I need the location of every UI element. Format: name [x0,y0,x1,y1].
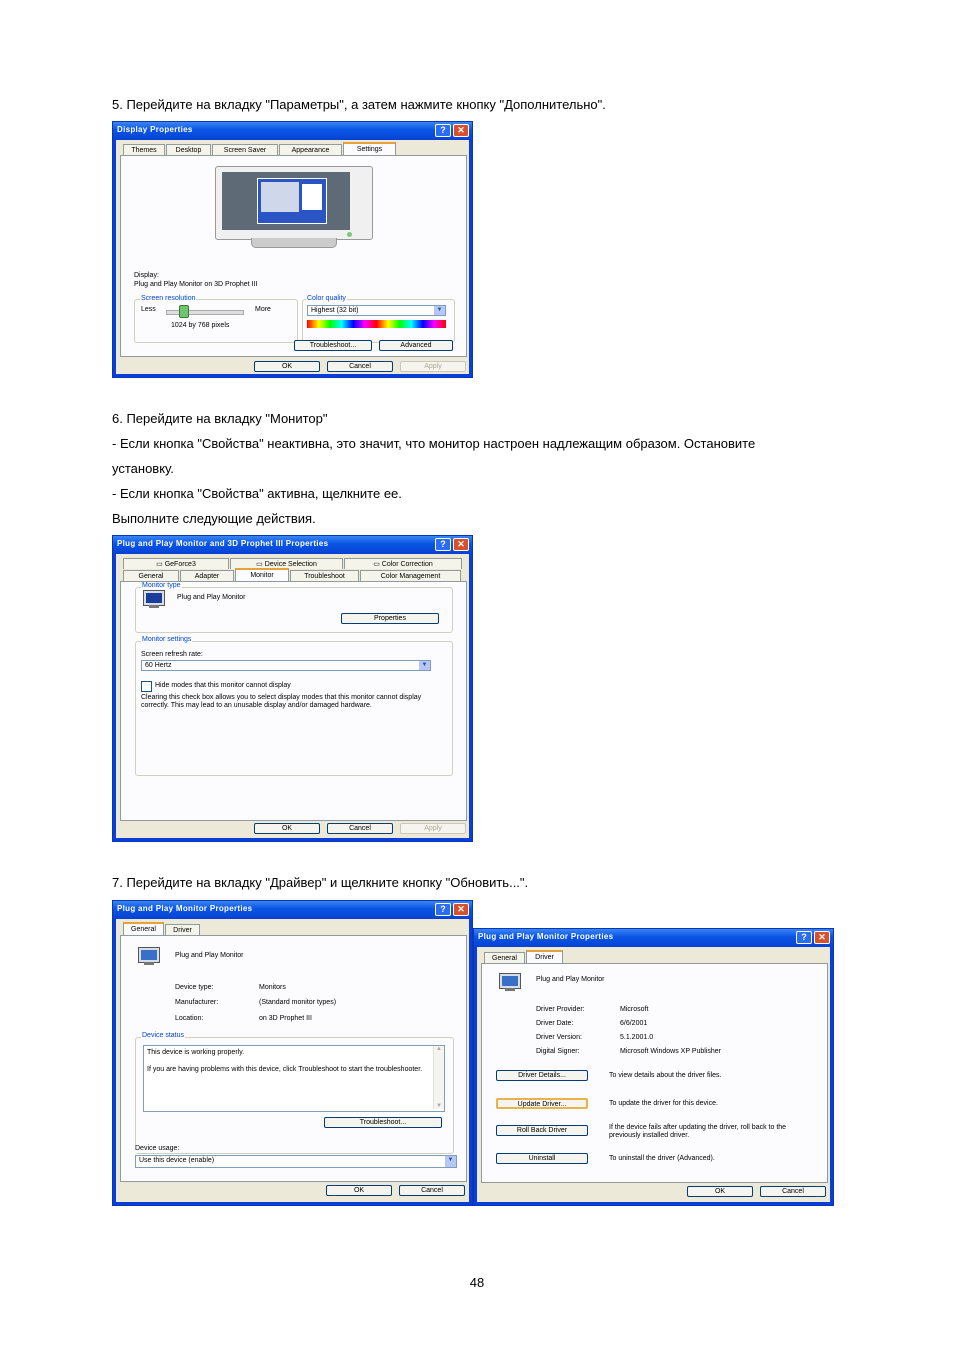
step6-line5: Выполните следующие действия. [112,511,316,526]
tab-driver[interactable]: Driver [165,924,200,935]
window-title: Plug and Play Monitor and 3D Prophet III Properties [117,539,329,548]
step6-line4: - Если кнопка "Свойства" активна, щелкните ее. [112,486,402,501]
tab-general[interactable]: General [484,952,525,963]
tab-themes[interactable]: Themes [123,144,165,155]
ok-button[interactable]: OK [687,1186,753,1197]
window-client [477,947,830,1202]
tab-color-management[interactable]: Color Management [360,570,461,581]
device-usage-value: Use this device (enable) [139,1157,215,1164]
device-status-box[interactable] [143,1045,445,1112]
troubleshoot-button[interactable]: Troubleshoot... [324,1117,442,1128]
device-usage-label: Device usage: [135,1145,180,1152]
apply-button: Apply [400,823,466,834]
close-button[interactable]: ✕ [453,124,469,137]
step6-line2: - Если кнопка "Свойства" неактивна, это значит, что монитор настроен надлежащим образом. Остановите [112,436,756,451]
roll-back-driver-button[interactable]: Roll Back Driver [496,1125,588,1136]
device-usage-select[interactable] [135,1155,457,1168]
refresh-rate-label: Screen refresh rate: [141,651,203,658]
title-bar [113,536,472,553]
apply-button: Apply [400,361,466,372]
geforce-icon: ▭ [156,561,165,568]
driver-details-button[interactable]: Driver Details... [496,1070,588,1081]
device-name: Plug and Play Monitor [536,976,605,983]
help-button[interactable]: ? [435,124,451,137]
update-driver-desc: To update the driver for this device. [609,1100,718,1107]
monitor-panel [120,581,467,821]
location-value: on 3D Prophet III [259,1015,312,1022]
help-button[interactable]: ? [435,538,451,551]
hide-modes-checkbox[interactable] [141,681,152,692]
color-icon: ▭ [373,561,382,568]
settings-panel [120,155,467,357]
color-quality-label: Color quality [307,295,346,302]
tab-label: Color Correction [381,561,433,568]
tab-label: Device Selection [264,561,317,568]
less-label: Less [141,306,156,313]
color-spectrum-bar [307,320,446,328]
monitor-preview-icon [215,166,373,252]
resolution-slider[interactable] [166,305,242,317]
refresh-rate-value: 60 Hertz [145,662,172,669]
provider-label: Driver Provider: [536,1006,585,1013]
color-quality-value: Highest (32 bit) [311,307,359,314]
tab-general[interactable]: General [123,922,164,935]
hide-modes-description: Clearing this check box allows you to select display modes that this monitor cannot display correctly. This may lead to an unusable display and/or damaged hardware. [141,694,422,709]
properties-button[interactable]: Properties [341,613,439,624]
advanced-button[interactable]: Advanced [379,340,453,351]
driver-panel [481,963,828,1183]
device-type-value: Monitors [259,984,286,991]
manufacturer-value: (Standard monitor types) [259,999,337,1006]
tab-screen-saver[interactable]: Screen Saver [212,144,278,155]
help-button[interactable]: ? [435,903,451,916]
window-client [116,554,469,838]
tab-adapter[interactable]: Adapter [180,570,234,581]
tab-color-correction[interactable] [344,558,462,569]
cancel-button[interactable]: Cancel [399,1185,465,1196]
device-driver-window [473,928,834,1206]
step6-line1: 6. Перейдите на вкладку "Монитор" [112,411,328,426]
ok-button[interactable]: OK [326,1185,392,1196]
tab-desktop[interactable]: Desktop [166,144,211,155]
title-bar [474,929,833,946]
monitor-icon [138,947,160,967]
display-properties-window [112,121,473,378]
signer-value: Microsoft Windows XP Publisher [620,1048,722,1055]
cancel-button[interactable]: Cancel [327,361,393,372]
device-status-label: Device status [142,1032,185,1039]
window-title: Display Properties [117,125,193,134]
more-label: More [255,306,271,313]
display-label: Display: [134,272,159,279]
monitor-type-label: Monitor type [142,582,181,589]
location-label: Location: [175,1015,204,1022]
manufacturer-label: Manufacturer: [175,999,219,1006]
version-value: 5.1.2001.0 [620,1034,654,1041]
scroll-down-icon[interactable]: ▼ [436,1103,442,1109]
date-value: 6/6/2001 [620,1020,648,1027]
scrollbar[interactable] [433,1046,444,1109]
step7-text: 7. Перейдите на вкладку "Драйвер" и щелкните кнопку "Обновить...". [112,875,529,890]
close-button[interactable]: ✕ [453,903,469,916]
chevron-down-icon: ▼ [445,1156,456,1167]
tab-geforce3[interactable] [123,558,229,569]
general-panel [120,935,467,1182]
monitor-icon [143,590,165,608]
refresh-rate-select[interactable] [141,660,431,671]
scroll-up-icon[interactable]: ▲ [436,1046,442,1052]
window-title: Plug and Play Monitor Properties [117,904,253,913]
step6-line3: установку. [112,461,174,476]
close-button[interactable]: ✕ [453,538,469,551]
window-client [116,919,469,1202]
window-title: Plug and Play Monitor Properties [478,932,614,941]
color-quality-select[interactable] [307,305,446,316]
driver-details-desc: To view details about the driver files. [609,1072,722,1079]
ok-button[interactable]: OK [254,361,320,372]
tab-appearance[interactable]: Appearance [279,144,342,155]
uninstall-desc: To uninstall the driver (Advanced). [609,1155,715,1162]
step5-text: 5. Перейдите на вкладку "Параметры", а затем нажмите кнопку "Дополнительно". [112,97,606,112]
page-number: 48 [469,1275,485,1290]
chevron-down-icon: ▼ [434,306,445,315]
tab-monitor[interactable]: Monitor [235,568,289,581]
tab-label: GeForce3 [164,561,196,568]
monitor-settings-label: Monitor settings [142,636,192,643]
close-button[interactable]: ✕ [814,931,830,944]
hide-modes-label: Hide modes that this monitor cannot display [155,682,291,689]
slider-thumb[interactable] [179,305,189,318]
cancel-button[interactable]: Cancel [760,1186,826,1197]
title-bar [113,122,472,139]
monitor-icon [499,973,521,993]
provider-value: Microsoft [620,1006,649,1013]
tab-driver[interactable]: Driver [526,950,563,963]
status-line2: If you are having problems with this device, click Troubleshoot to start the troubleshooter. [147,1066,423,1073]
help-button[interactable]: ? [796,931,812,944]
tab-settings[interactable]: Settings [343,142,396,155]
monitor-properties-window [112,535,473,842]
cancel-button[interactable]: Cancel [327,823,393,834]
monitor-name: Plug and Play Monitor [177,594,246,601]
ok-button[interactable]: OK [254,823,320,834]
uninstall-button[interactable]: Uninstall [496,1153,588,1164]
signer-label: Digital Signer: [536,1048,580,1055]
device-name: Plug and Play Monitor [175,952,244,959]
version-label: Driver Version: [536,1034,582,1041]
screen-resolution-label: Screen resolution [141,295,196,302]
status-line1: This device is working properly. [147,1049,245,1056]
title-bar [113,901,472,918]
date-label: Driver Date: [536,1020,574,1027]
device-icon: ▭ [256,561,265,568]
roll-back-desc: If the device fails after updating the driver, roll back to the previously installed driver. [609,1124,787,1139]
resolution-value: 1024 by 768 pixels [171,322,230,329]
display-value: Plug and Play Monitor on 3D Prophet III [134,281,258,288]
device-type-label: Device type: [175,984,214,991]
device-general-window [112,900,473,1206]
tab-general[interactable]: General [123,570,179,581]
window-client [116,140,469,374]
tab-troubleshoot[interactable]: Troubleshoot [290,570,359,581]
troubleshoot-button[interactable]: Troubleshoot... [294,340,372,351]
update-driver-button[interactable]: Update Driver... [496,1098,588,1109]
chevron-down-icon: ▼ [419,661,430,670]
